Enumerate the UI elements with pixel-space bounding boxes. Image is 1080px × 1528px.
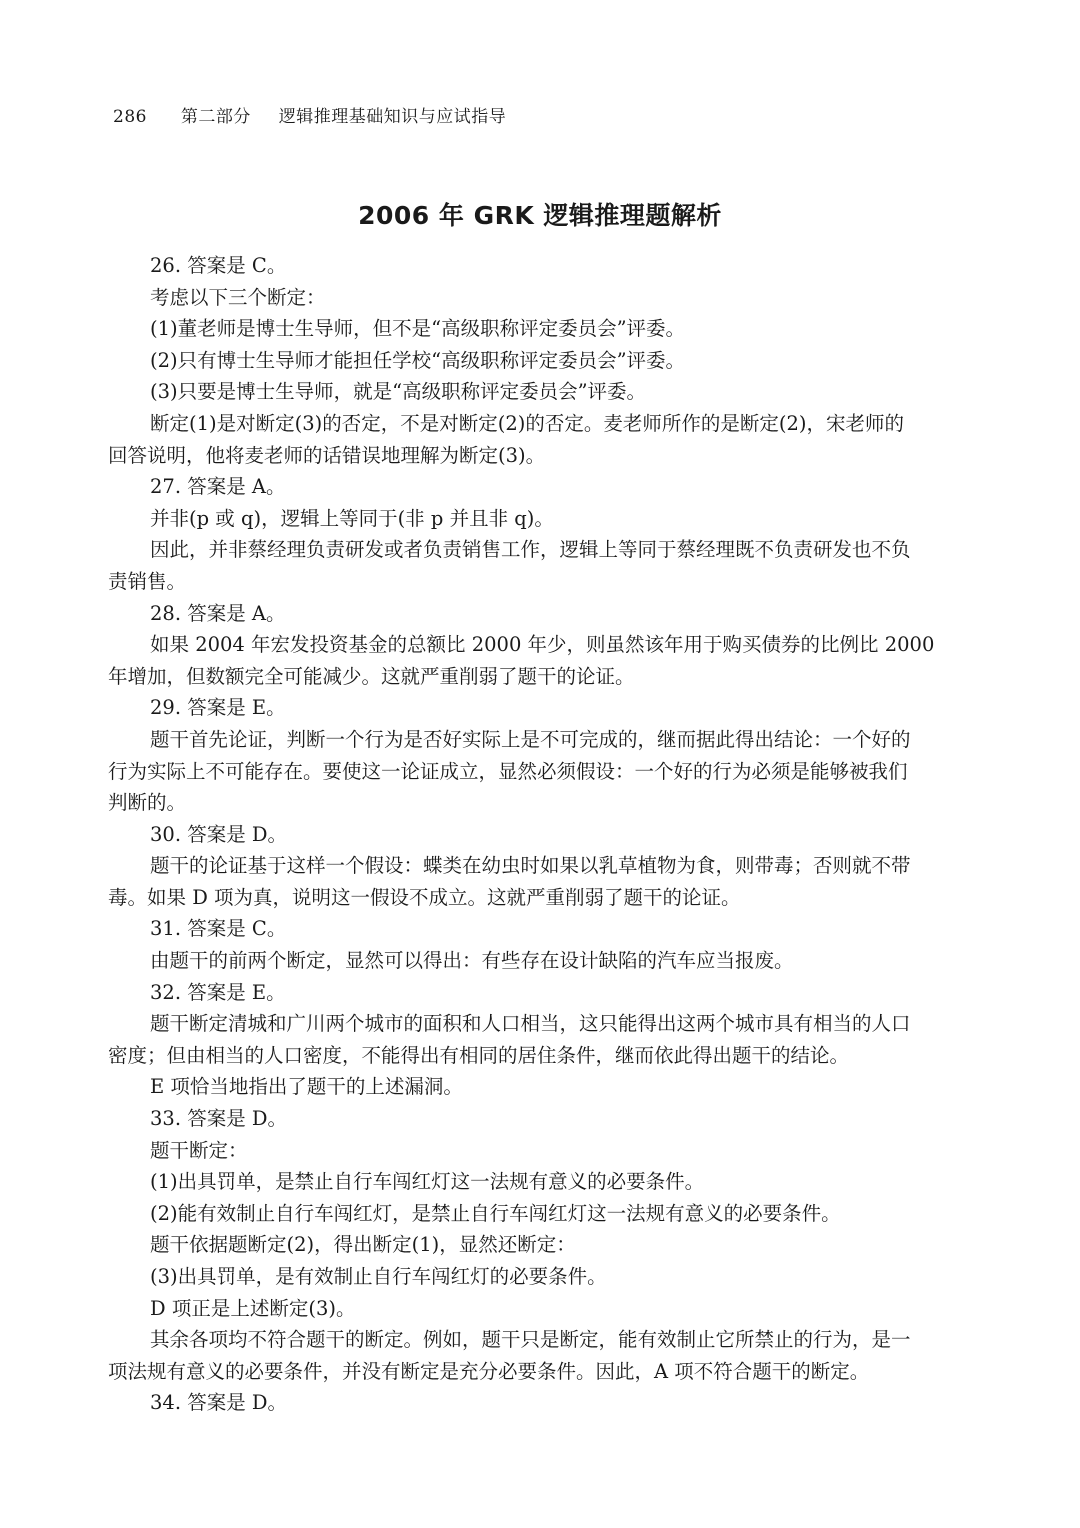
text-line: 30. 答案是 D。 [150,822,288,846]
text-line: (1)出具罚单，是禁止自行车闯红灯这一法规有意义的必要条件。 [150,1170,705,1194]
text-line: 27. 答案是 A。 [150,475,286,499]
text-line: 题干首先论证，判断一个行为是否好实际上是不可完成的，继而据此得出结论：一个好的 [150,727,911,751]
text-line: 年增加，但数额完全可能减少。这就严重削弱了题干的论证。 [108,664,635,688]
text-line: D 项正是上述断定(3)。 [150,1296,356,1320]
text-line: 行为实际上不可能存在。要使这一论证成立，显然必须假设：一个好的行为必须是能够被我们 [108,759,908,783]
text-line: (3)出具罚单，是有效制止自行车闯红灯的必要条件。 [150,1265,607,1288]
text-line: 28. 答案是 A。 [150,601,286,625]
section-title: 逻辑推理基础知识与应试指导 [278,107,507,127]
text-line: 因此，并非蔡经理负责研发或者负责销售工作，逻辑上等同于蔡经理既不负责研发也不负 [150,538,911,562]
text-line: 34. 答案是 D。 [150,1391,288,1415]
page-title: 2006 年 GRK 逻辑推理题解析 [358,201,722,230]
page-number: 286 [113,107,147,127]
text-line: 33. 答案是 D。 [150,1107,288,1131]
text-line: 责销售。 [108,569,187,593]
text-line: (3)只要是博士生导师，就是“高级职称评定委员会”评委。 [150,380,647,404]
text-line: 题干依据题断定(2)，得出断定(1)，显然还断定： [150,1233,576,1257]
text-line: 考虑以下三个断定： [150,285,326,309]
text-line: 29. 答案是 E。 [150,696,286,720]
text-line: 毒。如果 D 项为真，说明这一假设不成立。这就严重削弱了题干的论证。 [108,885,741,909]
text-line: 31. 答案是 C。 [150,917,287,941]
text-line: 26. 答案是 C。 [150,254,287,277]
text-line: E 项恰当地指出了题干的上述漏洞。 [150,1075,463,1099]
text-line: 题干断定清城和广川两个城市的面积和人口相当，这只能得出这两个城市具有相当的人口 [150,1012,911,1036]
text-line: (2)能有效制止自行车闯红灯，是禁止自行车闯红灯这一法规有意义的必要条件。 [150,1201,841,1225]
text-line: 判断的。 [108,791,187,815]
text-line: 并非(p 或 q)，逻辑上等同于(非 p 并且非 q)。 [150,506,554,530]
text-line: 32. 答案是 E。 [150,980,286,1004]
text-line: 由题干的前两个断定，显然可以得出：有些存在设计缺陷的汽车应当报废。 [150,949,794,973]
text-line: 密度；但由相当的人口密度，不能得出有相同的居住条件，继而依此得出题干的结论。 [108,1043,850,1067]
text-line: (2)只有博士生导师才能担任学校“高级职称评定委员会”评委。 [150,348,686,372]
text-line: 如果 2004 年宏发投资基金的总额比 2000 年少，则虽然该年用于购买债券的比例比 2000 [150,633,935,657]
text-line: 断定(1)是对断定(3)的否定，不是对断定(2)的否定。麦老师所作的是断定(2)，宋老师的 [150,411,904,435]
text-line: (1)董老师是博士生导师，但不是“高级职称评定委员会”评委。 [150,317,686,341]
body-text [108,250,1020,1419]
text-line: 其余各项均不符合题干的断定。例如，题干只是断定，能有效制止它所禁止的行为，是一 [150,1328,911,1352]
text-line: 题干断定： [150,1138,248,1162]
text-line: 回答说明，他将麦老师的话错误地理解为断定(3)。 [108,443,546,467]
part-label: 第二部分 [180,107,251,127]
text-line: 项法规有意义的必要条件，并没有断定是充分必要条件。因此，A 项不符合题干的断定。 [108,1359,870,1383]
text-line: 题干的论证基于这样一个假设：蝶类在幼虫时如果以乳草植物为食，则带毒；否则就不带 [150,854,911,878]
running-header [113,102,506,127]
